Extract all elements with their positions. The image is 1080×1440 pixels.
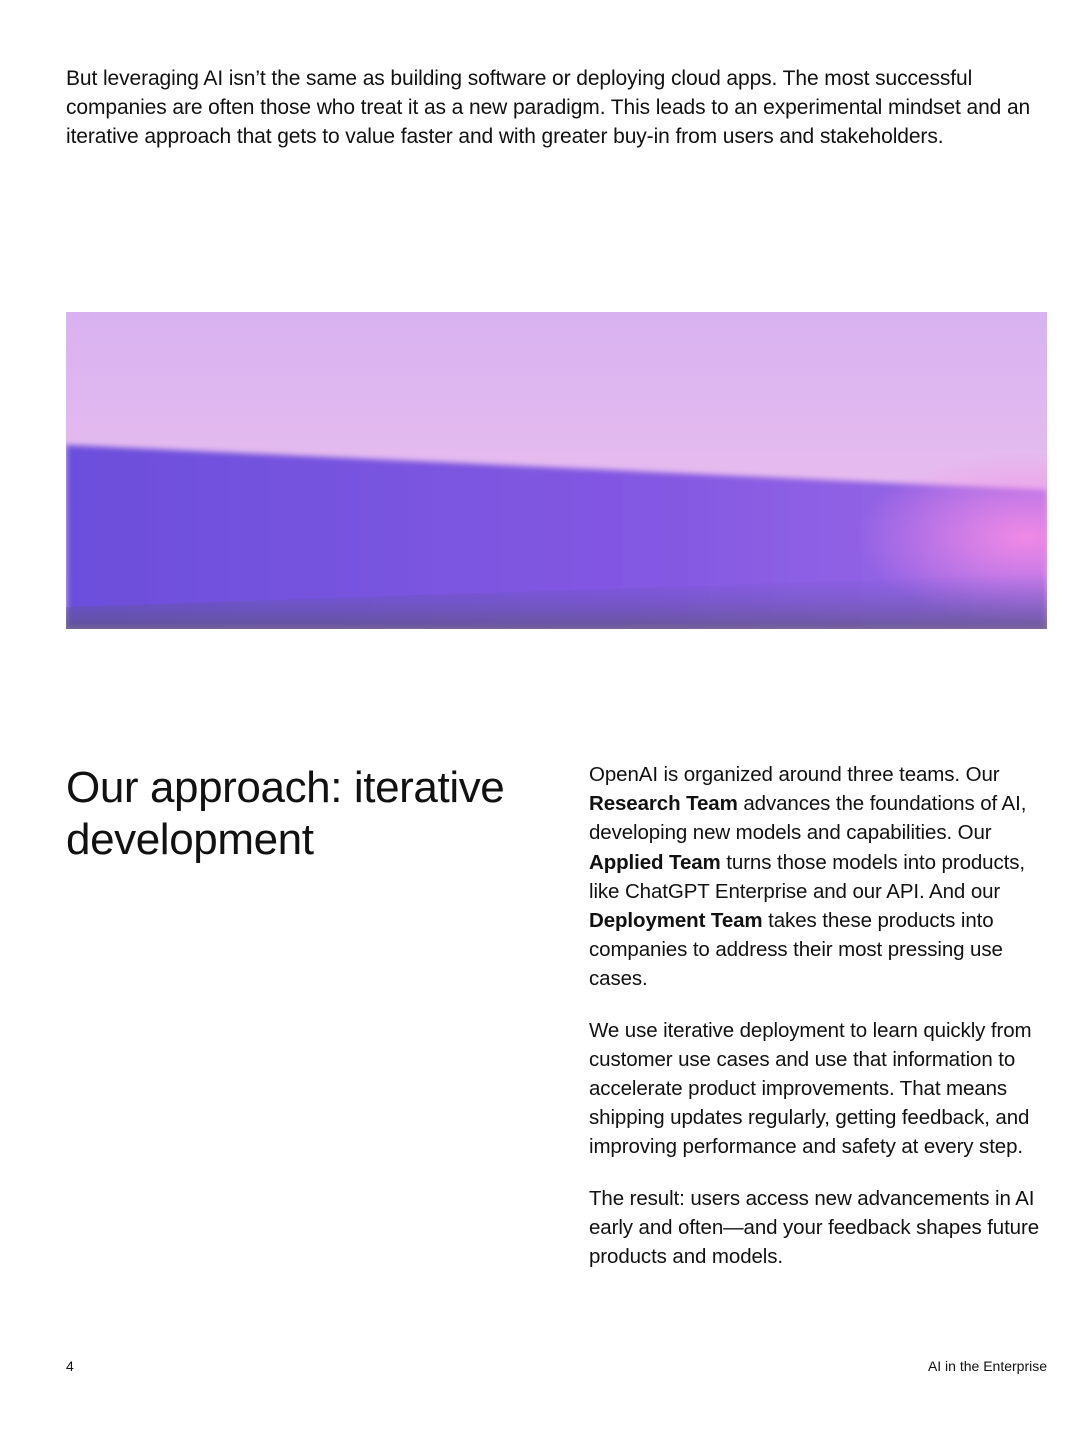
result-paragraph: The result: users access new advancements in AI early and often—and your feedback shapes future products and models. bbox=[589, 1186, 1040, 1269]
teams-text-3: turns those models into products, like ChatGPT Enterprise and our API. And our bbox=[589, 850, 1025, 903]
gradient-banner-image bbox=[66, 312, 1047, 629]
iterative-deployment-paragraph: We use iterative deployment to learn quickly from customer use cases and use that information to accelerate product improvements. That means shipping updates regularly, getting feedback, and improving performance and safety at every step. bbox=[589, 1018, 1032, 1159]
applied-team-label: Applied Team bbox=[589, 850, 721, 874]
deployment-team-label: Deployment Team bbox=[589, 909, 763, 933]
research-team-label: Research Team bbox=[589, 792, 738, 816]
intro-paragraph: But leveraging AI isn’t the same as building software or deploying cloud apps. The most successful companies are often those who treat it as a new paradigm. This leads to an experimental mindset and an iterative approach that gets to value faster and with greater buy-in from users and stakeholders. bbox=[66, 67, 1031, 148]
body-column bbox=[589, 760, 1049, 1293]
section-title: Our approach: iterative development bbox=[66, 763, 505, 864]
teams-text-2: advances the foundations of AI, developing new models and capabilities. Our bbox=[589, 792, 1027, 845]
teams-paragraph bbox=[589, 760, 1049, 994]
teams-text-1: OpenAI is organized around three teams. Our bbox=[589, 763, 1000, 786]
abstract-gradient-art bbox=[66, 312, 1047, 629]
page-number: 4 bbox=[66, 1358, 74, 1374]
document-title: AI in the Enterprise bbox=[927, 1358, 1047, 1374]
teams-text-4: takes these products into companies to address their most pressing use cases. bbox=[589, 909, 1003, 991]
